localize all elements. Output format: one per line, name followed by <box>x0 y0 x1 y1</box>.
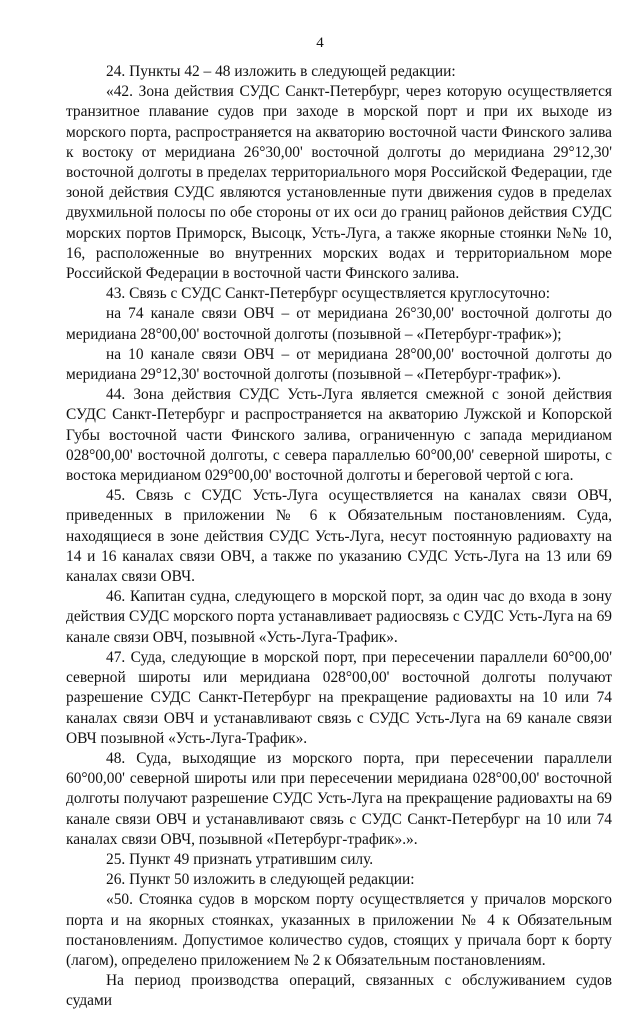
paragraph-point-42: «42. Зона действия СУДС Санкт-Петербург, через которую осуществляется транзитное плавание судов при заходе в морской порт и при их выходе из морского порта, распространяется на акваторию восточной части Финского залива к востоку от меридиана 26°30,00' восточной долготы до меридиана 29°12,30' восточной долготы в пределах территориального моря Российской Федерации, где зоной действия СУДС являются установленные пути движения судов в пределах двухмильной полосы по обе стороны от их оси до границ районов действия СУДС морских портов Приморск, Высоцк, Усть-Луга, а также якорные стоянки №№ 10, 16, расположенные во внутренних морских водах и территориальном море Российской Федерации в восточной части Финского залива. <box>66 83 612 283</box>
paragraph-continuation: На период производства операций, связанных с обслуживанием судов судами <box>66 972 612 1010</box>
paragraph-channel-74: на 74 канале связи ОВЧ – от меридиана 26°30,00' восточной долготы до меридиана 28°00,00' восточной долготы (позывной – «Петербург-трафик»); <box>66 305 612 343</box>
paragraph-point-45: 45. Связь с СУДС Усть-Луга осуществляется на каналах связи ОВЧ, приведенных в приложении № 6 к Обязательным постановлениям. Суда, находящиеся в зоне действия СУДС Усть-Луга, несут постоянную радиовахту на 14 и 16 каналах связи ОВЧ, а также по указанию СУДС Усть-Луга на 13 или 69 каналах связи ОВЧ. <box>66 487 612 586</box>
paragraph-point-46: 46. Капитан судна, следующего в морской порт, за один час до входа в зону действия СУДС морского порта устанавливает радиосвязь с СУДС Усть-Луга на 69 канале связи ОВЧ, позывной «Усть-Луга-Трафик». <box>66 588 612 646</box>
paragraph-point-48: 48. Суда, выходящие из морского порта, при пересечении параллели 60°00,00' северной широты или при пересечении меридиана 028°00,00' восточной долготы получают разрешение СУДС Усть-Луга на прекращение радиовахты на 69 канале связи ОВЧ и устанавливают связь с СУДС Санкт-Петербург на 10 или 74 каналах связи ОВЧ, позывной «Петербург-трафик».». <box>66 749 612 848</box>
page-number: 4 <box>316 35 324 51</box>
paragraph-item-26: 26. Пункт 50 изложить в следующей редакции: <box>106 871 415 889</box>
paragraph-item-25: 25. Пункт 49 признать утратившим силу. <box>106 850 374 868</box>
paragraph-point-43: 43. Связь с СУДС Санкт-Петербург осуществляется круглосуточно: <box>106 285 550 303</box>
paragraph-point-44: 44. Зона действия СУДС Усть-Луга является смежной с зоной действия СУДС Санкт-Петербург и распространяется на акваторию Лужской и Копорской Губы восточной части Финского залива, ограниченную с запада меридианом 028°00,00' восточной долготы, с севера параллелью 60°00,00' северной широты, с востока меридианом 029°00,00' восточной долготы и береговой чертой с юга. <box>66 386 612 485</box>
paragraph-item-24: 24. Пункты 42 – 48 изложить в следующей редакции: <box>106 63 456 80</box>
paragraph-point-50: «50. Стоянка судов в морском порту осуществляется у причалов морского порта и на якорных стоянках, указанных в приложении № 4 к Обязательным постановлениям. Допустимое количество судов, стоящих у причала борт к борту (лагом), определено приложением № 2 к Обязательным постановлениям. <box>66 891 612 969</box>
document-body <box>66 62 612 1012</box>
paragraph-point-47: 47. Суда, следующие в морской порт, при пересечении параллели 60°00,00' северной широты или меридиана 028°00,00' восточной долготы получают разрешение СУДС Санкт-Петербург на прекращение радиовахты на 10 или 74 каналах связи ОВЧ и устанавливают связь с СУДС Усть-Луга на 69 канале связи ОВЧ позывной «Усть-Луга-Трафик». <box>66 648 612 747</box>
paragraph-channel-10: на 10 канале связи ОВЧ – от меридиана 28°00,00' восточной долготы до меридиана 29°12,30' восточной долготы (позывной – «Петербург-трафик»). <box>66 345 612 384</box>
